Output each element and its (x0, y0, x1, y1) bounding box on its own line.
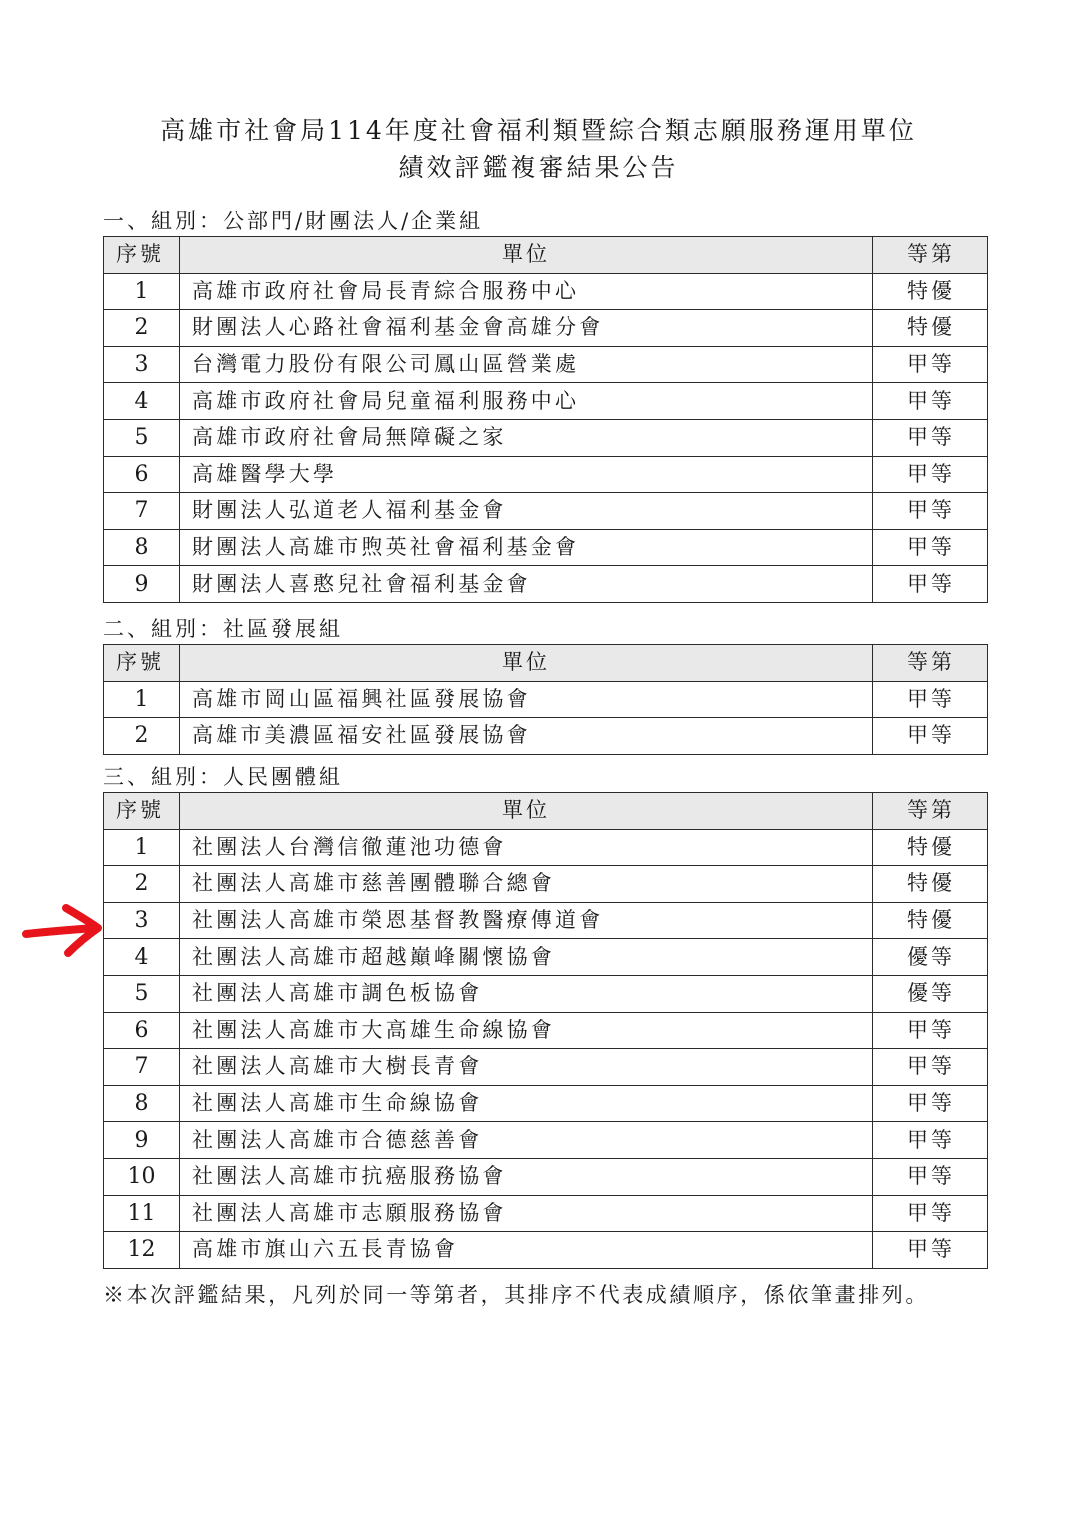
unit-name: 社團法人高雄市超越巔峰關懷協會 (180, 939, 873, 976)
grade-value: 甲等 (873, 456, 988, 493)
unit-name: 社團法人高雄市大高雄生命線協會 (180, 1012, 873, 1049)
table-header-row (104, 793, 988, 830)
grade-value: 甲等 (873, 529, 988, 566)
table-row (104, 310, 988, 347)
unit-name: 社團法人高雄市抗癌服務協會 (180, 1158, 873, 1195)
grade-value: 甲等 (873, 1122, 988, 1159)
row-number: 6 (104, 1012, 180, 1049)
header-no: 序號 (104, 793, 180, 830)
row-number: 4 (104, 939, 180, 976)
grade-value: 甲等 (873, 419, 988, 456)
table-row (104, 273, 988, 310)
grade-value: 甲等 (873, 493, 988, 530)
unit-name: 台灣電力股份有限公司鳳山區營業處 (180, 346, 873, 383)
table-row (104, 1232, 988, 1269)
table-row (104, 1158, 988, 1195)
table-header-row (104, 645, 988, 682)
row-number: 7 (104, 493, 180, 530)
grade-value: 甲等 (873, 1232, 988, 1269)
unit-name: 高雄市美濃區福安社區發展協會 (180, 718, 873, 755)
header-grade: 等第 (873, 237, 988, 274)
group-2-label: 二、組別：社區發展組 (103, 617, 343, 641)
title-line-2: 績效評鑑複審結果公告 (398, 153, 679, 182)
grade-value: 甲等 (873, 566, 988, 603)
table-row (104, 829, 988, 866)
table-row (104, 346, 988, 383)
header-no: 序號 (104, 237, 180, 274)
header-grade: 等第 (873, 645, 988, 682)
grade-value: 特優 (873, 310, 988, 347)
unit-name: 社團法人高雄市志願服務協會 (180, 1195, 873, 1232)
unit-name: 社團法人高雄市調色板協會 (180, 975, 873, 1012)
table-row (104, 975, 988, 1012)
row-number: 5 (104, 975, 180, 1012)
row-number: 8 (104, 529, 180, 566)
table-row (104, 383, 988, 420)
row-number: 6 (104, 456, 180, 493)
unit-name: 財團法人高雄市煦英社會福利基金會 (180, 529, 873, 566)
unit-name: 高雄市旗山六五長青協會 (180, 1232, 873, 1269)
unit-name: 高雄市政府社會局兒童福利服務中心 (180, 383, 873, 420)
row-number: 11 (104, 1195, 180, 1232)
table-row (104, 939, 988, 976)
table-row (104, 529, 988, 566)
grade-value: 甲等 (873, 1158, 988, 1195)
header-unit: 單位 (180, 237, 873, 274)
unit-name: 高雄市岡山區福興社區發展協會 (180, 681, 873, 718)
unit-name: 財團法人弘道老人福利基金會 (180, 493, 873, 530)
table-row (104, 456, 988, 493)
title-line-1: 高雄市社會局114年度社會福利類暨綜合類志願服務運用單位 (160, 116, 917, 145)
row-number: 5 (104, 419, 180, 456)
unit-name: 高雄市政府社會局長青綜合服務中心 (180, 273, 873, 310)
row-number: 12 (104, 1232, 180, 1269)
unit-name: 財團法人心路社會福利基金會高雄分會 (180, 310, 873, 347)
grade-value: 特優 (873, 273, 988, 310)
grade-value: 優等 (873, 975, 988, 1012)
unit-name: 社團法人高雄市大樹長青會 (180, 1049, 873, 1086)
table-row (104, 902, 988, 939)
unit-name: 社團法人高雄市生命線協會 (180, 1085, 873, 1122)
row-number: 2 (104, 718, 180, 755)
row-number: 3 (104, 346, 180, 383)
row-number: 1 (104, 829, 180, 866)
group-3-table (103, 792, 988, 1269)
grade-value: 甲等 (873, 718, 988, 755)
grade-value: 甲等 (873, 1049, 988, 1086)
row-number: 9 (104, 1122, 180, 1159)
row-number: 9 (104, 566, 180, 603)
row-number: 2 (104, 866, 180, 903)
table-row (104, 566, 988, 603)
row-number: 3 (104, 902, 180, 939)
table-row (104, 681, 988, 718)
grade-value: 甲等 (873, 1012, 988, 1049)
header-unit: 單位 (180, 645, 873, 682)
group-1-table (103, 236, 988, 603)
grade-value: 甲等 (873, 383, 988, 420)
grade-value: 特優 (873, 866, 988, 903)
grade-value: 甲等 (873, 1085, 988, 1122)
unit-name: 高雄市政府社會局無障礙之家 (180, 419, 873, 456)
unit-name: 社團法人高雄市榮恩基督教醫療傳道會 (180, 902, 873, 939)
unit-name: 社團法人台灣信徹蓮池功德會 (180, 829, 873, 866)
table-header-row (104, 237, 988, 274)
red-arrow-icon (22, 903, 104, 957)
footnote: ※本次評鑑結果，凡列於同一等第者，其排序不代表成績順序，係依筆畫排列。 (103, 1283, 929, 1307)
row-number: 10 (104, 1158, 180, 1195)
table-row (104, 419, 988, 456)
unit-name: 社團法人高雄市慈善團體聯合總會 (180, 866, 873, 903)
group-1-label: 一、組別：公部門/財團法人/企業組 (103, 209, 484, 233)
table-row (104, 1049, 988, 1086)
table-row (104, 1195, 988, 1232)
group-2-table (103, 644, 988, 755)
group-3-label: 三、組別：人民團體組 (103, 765, 343, 789)
row-number: 1 (104, 681, 180, 718)
row-number: 4 (104, 383, 180, 420)
table-row (104, 718, 988, 755)
unit-name: 高雄醫學大學 (180, 456, 873, 493)
table-row (104, 1012, 988, 1049)
row-number: 8 (104, 1085, 180, 1122)
grade-value: 甲等 (873, 681, 988, 718)
grade-value: 特優 (873, 902, 988, 939)
grade-value: 優等 (873, 939, 988, 976)
table-row (104, 866, 988, 903)
grade-value: 特優 (873, 829, 988, 866)
header-no: 序號 (104, 645, 180, 682)
unit-name: 財團法人喜憨兒社會福利基金會 (180, 566, 873, 603)
unit-name: 社團法人高雄市合德慈善會 (180, 1122, 873, 1159)
row-number: 7 (104, 1049, 180, 1086)
header-unit: 單位 (180, 793, 873, 830)
table-row (104, 493, 988, 530)
grade-value: 甲等 (873, 1195, 988, 1232)
header-grade: 等第 (873, 793, 988, 830)
table-row (104, 1122, 988, 1159)
row-number: 2 (104, 310, 180, 347)
row-number: 1 (104, 273, 180, 310)
grade-value: 甲等 (873, 346, 988, 383)
table-row (104, 1085, 988, 1122)
